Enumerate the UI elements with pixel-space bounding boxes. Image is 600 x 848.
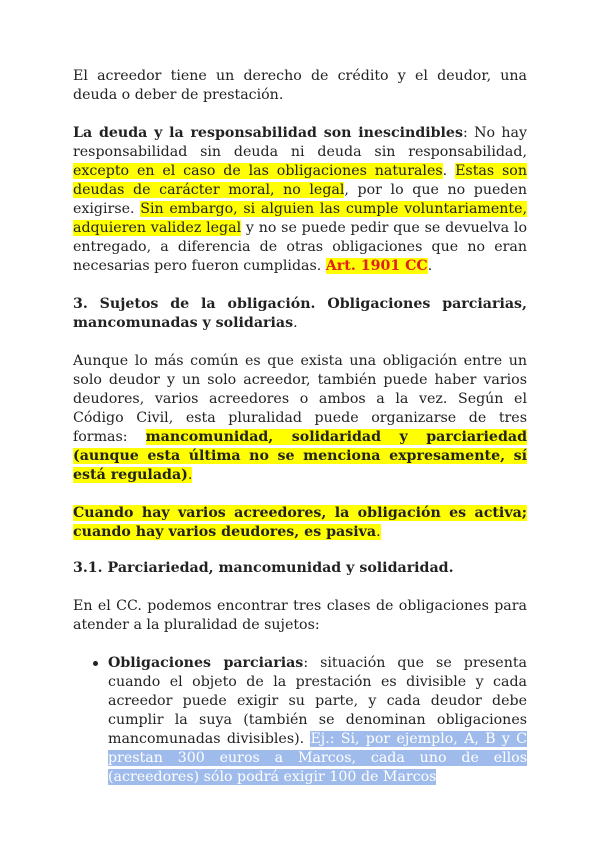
obligations-list bbox=[73, 654, 527, 787]
highlight-moral: Estas son deudas de carácter moral, no legal bbox=[73, 163, 527, 198]
document-page bbox=[73, 67, 527, 787]
paragraph-deuda-responsabilidad: La deuda y la responsabilidad son inescindibles: No hay responsabilidad sin deuda ni deuda sin responsabilidad, excepto en el caso de las obligaciones naturales. Estas son deudas de carácter moral, no legal, por lo que no pueden exigirse. Sin embargo, si alguien las cumple voluntariamente, adquieren validez legal y no se puede pedir que se devuelva lo entregado, a diferencia de otras obligaciones que no eran necesarias pero fueron cumplidas. Art. 1901 CC. bbox=[73, 125, 527, 274]
article-reference: Art. 1901 CC bbox=[325, 258, 428, 274]
deuda-heading: La deuda y la responsabilidad son inescindibles bbox=[73, 125, 463, 141]
highlight-tres-formas: mancomunidad, solidaridad y parciariedad (aunque esta última no se menciona expresamente, sí está regulada) bbox=[73, 429, 527, 483]
paragraph-tres-clases: En el CC. podemos encontrar tres clases de obligaciones para atender a la pluralidad de sujetos: bbox=[73, 598, 527, 633]
highlight-validez: Sin embargo, si alguien las cumple voluntariamente, adquieren validez legal bbox=[73, 201, 527, 236]
paragraph-intro: El acreedor tiene un derecho de crédito y el deudor, una deuda o deber de prestación. bbox=[73, 68, 527, 103]
paragraph-activa-pasiva: Cuando hay varios acreedores, la obligación es activa; cuando hay varios deudores, es pasiva. bbox=[73, 505, 527, 540]
section-heading-3: 3. Sujetos de la obligación. Obligaciones parciarias, mancomunadas y solidarias. bbox=[73, 296, 527, 331]
selected-example-text[interactable]: Ej.: Si, por ejemplo, A, B y C prestan 300 euros a Marcos, cada uno de ellos (acreedores) sólo podrá exigir 100 de Marcos bbox=[108, 731, 527, 785]
parciarias-term: Obligaciones parciarias bbox=[108, 655, 304, 671]
highlight-naturales: excepto en el caso de las obligaciones naturales bbox=[73, 163, 443, 179]
bullet-icon bbox=[93, 661, 98, 666]
section-heading-3-1: 3.1. Parciariedad, mancomunidad y solidaridad. bbox=[73, 560, 454, 576]
highlight-activa-pasiva: Cuando hay varios acreedores, la obligación es activa; cuando hay varios deudores, es pasiva bbox=[73, 505, 527, 540]
list-item: Obligaciones parciarias: situación que se presenta cuando el objeto de la prestación es divisible y cada acreedor puede exigir su parte, y cada deudor debe cumplir la suya (también se denominan obligaciones mancomunadas divisibles). Ej.: Si, por ejemplo, A, B y C prestan 300 euros a Marcos, cada uno de ellos (acreedores) sólo podrá exigir 100 de Marcos bbox=[73, 654, 527, 787]
paragraph-pluralidad: Aunque lo más común es que exista una obligación entre un solo deudor y un solo acreedor, también puede haber varios deudores, varios acreedores o ambos a la vez. Según el Código Civil, esta pluralidad puede organizarse de tres formas: mancomunidad, solidaridad y parciariedad (aunque esta última no se menciona expresamente, sí está regulada). bbox=[73, 353, 527, 483]
